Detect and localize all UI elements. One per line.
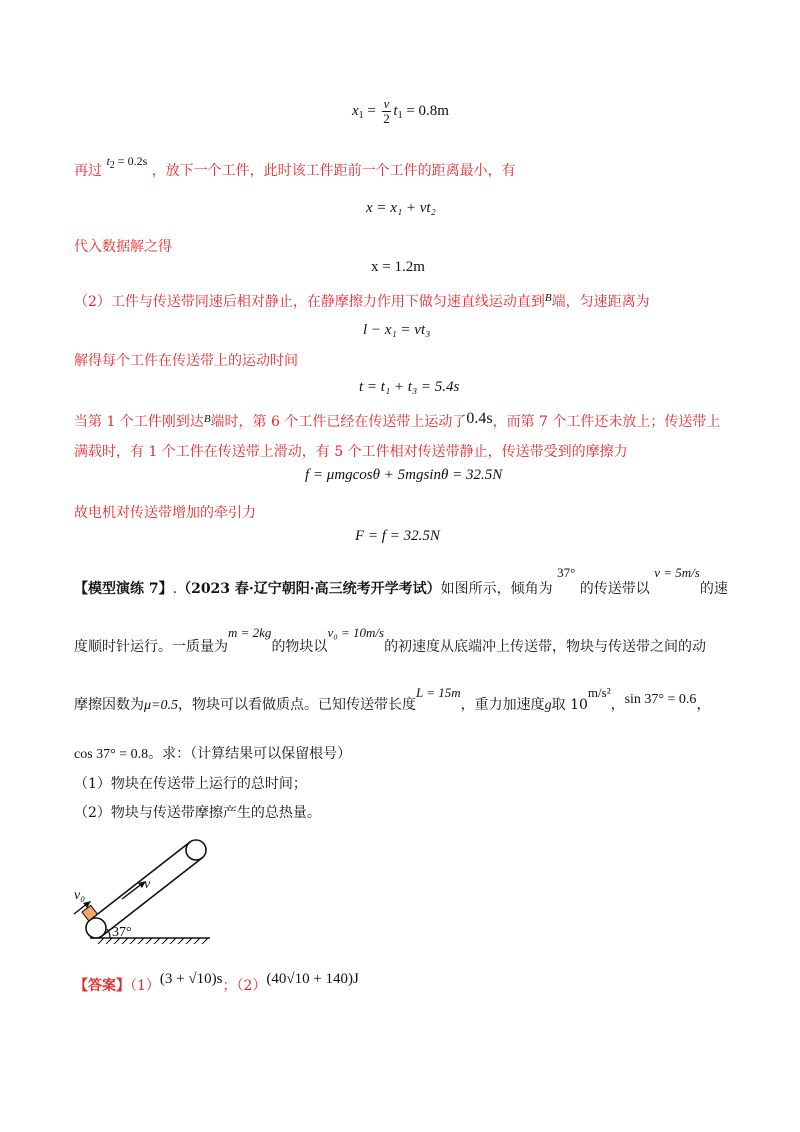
equation-t: t = t₁ + t₃ = 5.4s — [359, 379, 460, 395]
equation-x-value: x = 1.2m — [371, 259, 425, 275]
v0-label: v₀ — [74, 888, 86, 903]
problem-line1: 【模型演练 7】.（2023 春·辽宁朝阳·高三统考开学考试）如图所示，倾角为 37° 的传送带以 v = 5m/s的速 — [74, 565, 728, 597]
problem-line4: cos 37° = 0.8。求：（计算结果可以保留根号） — [74, 746, 352, 762]
text-part3-line2: 满载时，有 1 个工件在传送带上滑动，有 5 个工件相对传送带静止，传送带受到的摩擦力 — [74, 444, 628, 460]
text-so: 故电机对传送带增加的牵引力 — [74, 505, 256, 521]
equation-f: f = μmgcosθ + 5mgsinθ = 32.5N — [305, 467, 503, 483]
v-arrow — [122, 883, 143, 899]
answer-line: 【答案】（1）(3 + √10)s；（2）(40√10 + 140)J — [74, 971, 359, 994]
conveyor-figure — [64, 832, 214, 944]
equation-F: F = f = 32.5N — [355, 528, 440, 544]
question-1: （1）物块在传送带上运行的总时间； — [74, 776, 307, 792]
equation-l: l − x₁ = vt₃ — [363, 322, 431, 338]
problem-line2: 度顺时针运行。一质量为m = 2kg的物块以v₀ = 10m/s的初速度从底端冲上传送带，物块与传送带之间的动 — [74, 625, 707, 655]
angle-label: 37° — [112, 925, 132, 940]
text-part3-line1: 当第 1 个工件刚到达$^B$端时，第 6 个工件已经在传送带上运动了0.4s，而第 7 个工件还未放上；传送带上 — [74, 410, 721, 430]
text-part2: （2）工件与传送带同速后相对静止，在静摩擦力作用下做匀速直线运动直到$^B$端，匀速距离为 — [74, 292, 650, 310]
equation-x: x = x₁ + vt₂ — [366, 200, 436, 216]
problem-line3: 摩擦因数为μ=0.5，物块可以看做质点。已知传送带长度L = 15m，重力加速度g取 10m/s²，sin 37° = 0.6， — [74, 685, 711, 713]
belt-upper — [90, 842, 190, 920]
text-substitute: 代入数据解之得 — [74, 239, 172, 255]
text-solve: 解得每个工件在传送带上的运动时间 — [74, 353, 298, 369]
equation-x1: $x_1$ = $\frac{v}{2}$ $t_1 = 0.8m$ — [352, 96, 449, 126]
question-2: （2）物块与传送带摩擦产生的总热量。 — [74, 805, 321, 821]
text-again: 再过 $t_2 = 0.2s$ ，放下一个工件，此时该工件距前一个工件的距离最小，有 — [74, 154, 516, 179]
v-label: v — [144, 877, 151, 892]
